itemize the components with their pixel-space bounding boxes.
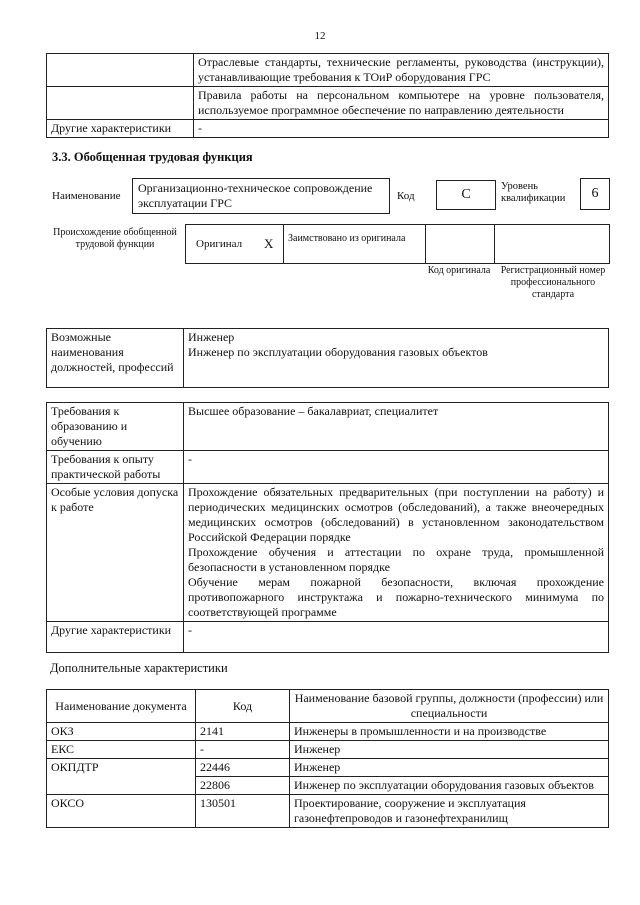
condition-item: Обучение мерам пожарной безопасности, включая прохождение противопожарного инструктажа и пожарно-технического минимума по соответствующей программе [188, 575, 604, 619]
req-label: Требования к опыту практической работы [47, 451, 184, 484]
cell-code: 22446 [196, 759, 290, 777]
positions-values [184, 329, 609, 388]
divider [283, 225, 284, 263]
cell-name: Инженер по эксплуатации оборудования газовых объектов [290, 777, 609, 795]
req-label: Особые условия допуска к работе [47, 484, 184, 622]
cell-code: 2141 [196, 723, 290, 741]
table-header-row [47, 690, 609, 723]
cell-name: Инженеры в промышленности и на производстве [290, 723, 609, 741]
table-row [47, 723, 609, 741]
req-value: - [184, 622, 609, 653]
table-row [47, 777, 609, 795]
table-row [47, 329, 609, 388]
condition-item: Прохождение обучения и аттестации по охране труда, промышленной безопасности в установленном порядке [188, 545, 604, 574]
original-label: Оригинал [196, 238, 243, 250]
cell-doc: ОКЗ [47, 723, 196, 741]
position-item: Инженер по эксплуатации оборудования газовых объектов [188, 345, 488, 359]
header-code: Код [196, 690, 290, 723]
borrowed-label: Заимствовано из оригинала [288, 233, 406, 244]
function-name-box: Организационно-техническое сопровождение эксплуатации ГРС [132, 178, 390, 214]
row-label: Другие характеристики [47, 120, 194, 138]
row-value: Правила работы на персональном компьютере на уровне пользователя, используемое программное обеспечение по направлению деятельности [194, 87, 609, 120]
requirements-table [46, 402, 609, 653]
table-row [47, 759, 609, 777]
cell-name: Проектирование, сооружение и эксплуатация газонефтепроводов и газонефтехранилищ [290, 795, 609, 828]
code-box: С [436, 180, 496, 210]
table-row [47, 120, 609, 138]
cell-code: 130501 [196, 795, 290, 828]
req-label: Требования к образованию и обучению [47, 403, 184, 451]
divider [425, 225, 426, 263]
table-row [47, 87, 609, 120]
top-table [46, 53, 609, 138]
origin-label: Происхождение обобщенной трудовой функции [53, 227, 177, 250]
cell-name: Инженер [290, 741, 609, 759]
req-value: Высшее образование – бакалавриат, специалитет [184, 403, 609, 451]
cell-doc [47, 777, 196, 795]
table-row [47, 741, 609, 759]
additional-table [46, 689, 609, 828]
cell-doc: ЕКС [47, 741, 196, 759]
row-value: - [194, 120, 609, 138]
header-doc: Наименование документа [47, 690, 196, 723]
table-row [47, 622, 609, 653]
section-title: 3.3. Обобщенная трудовая функция [52, 150, 253, 164]
cell-doc: ОКПДТР [47, 759, 196, 777]
level-box: 6 [580, 178, 610, 210]
table-row [47, 54, 609, 87]
req-label: Другие характеристики [47, 622, 184, 653]
cell-name: Инженер [290, 759, 609, 777]
row-label [47, 87, 194, 120]
cell-doc: ОКСО [47, 795, 196, 828]
name-label: Наименование [52, 190, 121, 202]
code-label: Код [397, 190, 415, 202]
table-row [47, 403, 609, 451]
origin-box [185, 224, 610, 264]
table-row [47, 451, 609, 484]
condition-item: Прохождение обязательных предварительных (при поступлении на работу) и периодических медицинских осмотров (обследований), а также внеочередных медицинских осмотров (обследований) в установленном законодательством Российской Федерации порядке [188, 485, 604, 544]
cell-code: 22806 [196, 777, 290, 795]
level-label: Уровень квалификации [501, 181, 566, 204]
divider [494, 225, 495, 263]
req-value [184, 484, 609, 622]
req-value: - [184, 451, 609, 484]
code-original-caption: Код оригинала [427, 265, 491, 276]
table-row [47, 795, 609, 828]
row-label [47, 54, 194, 87]
cell-code: - [196, 741, 290, 759]
additional-title: Дополнительные характеристики [50, 661, 228, 675]
row-value: Отраслевые стандарты, технические регламенты, руководства (инструкции), устанавливающие требования к ТОиР оборудования ГРС [194, 54, 609, 87]
reg-number-caption: Регистрационный номер профессионального стандарта [500, 265, 606, 300]
positions-label: Возможные наименования должностей, профессий [47, 329, 184, 388]
position-item: Инженер [188, 330, 235, 344]
page-number: 12 [314, 30, 326, 42]
positions-table [46, 328, 609, 388]
original-mark: Х [264, 236, 274, 251]
table-row [47, 484, 609, 622]
header-name: Наименование базовой группы, должности (профессии) или специальности [290, 690, 609, 723]
